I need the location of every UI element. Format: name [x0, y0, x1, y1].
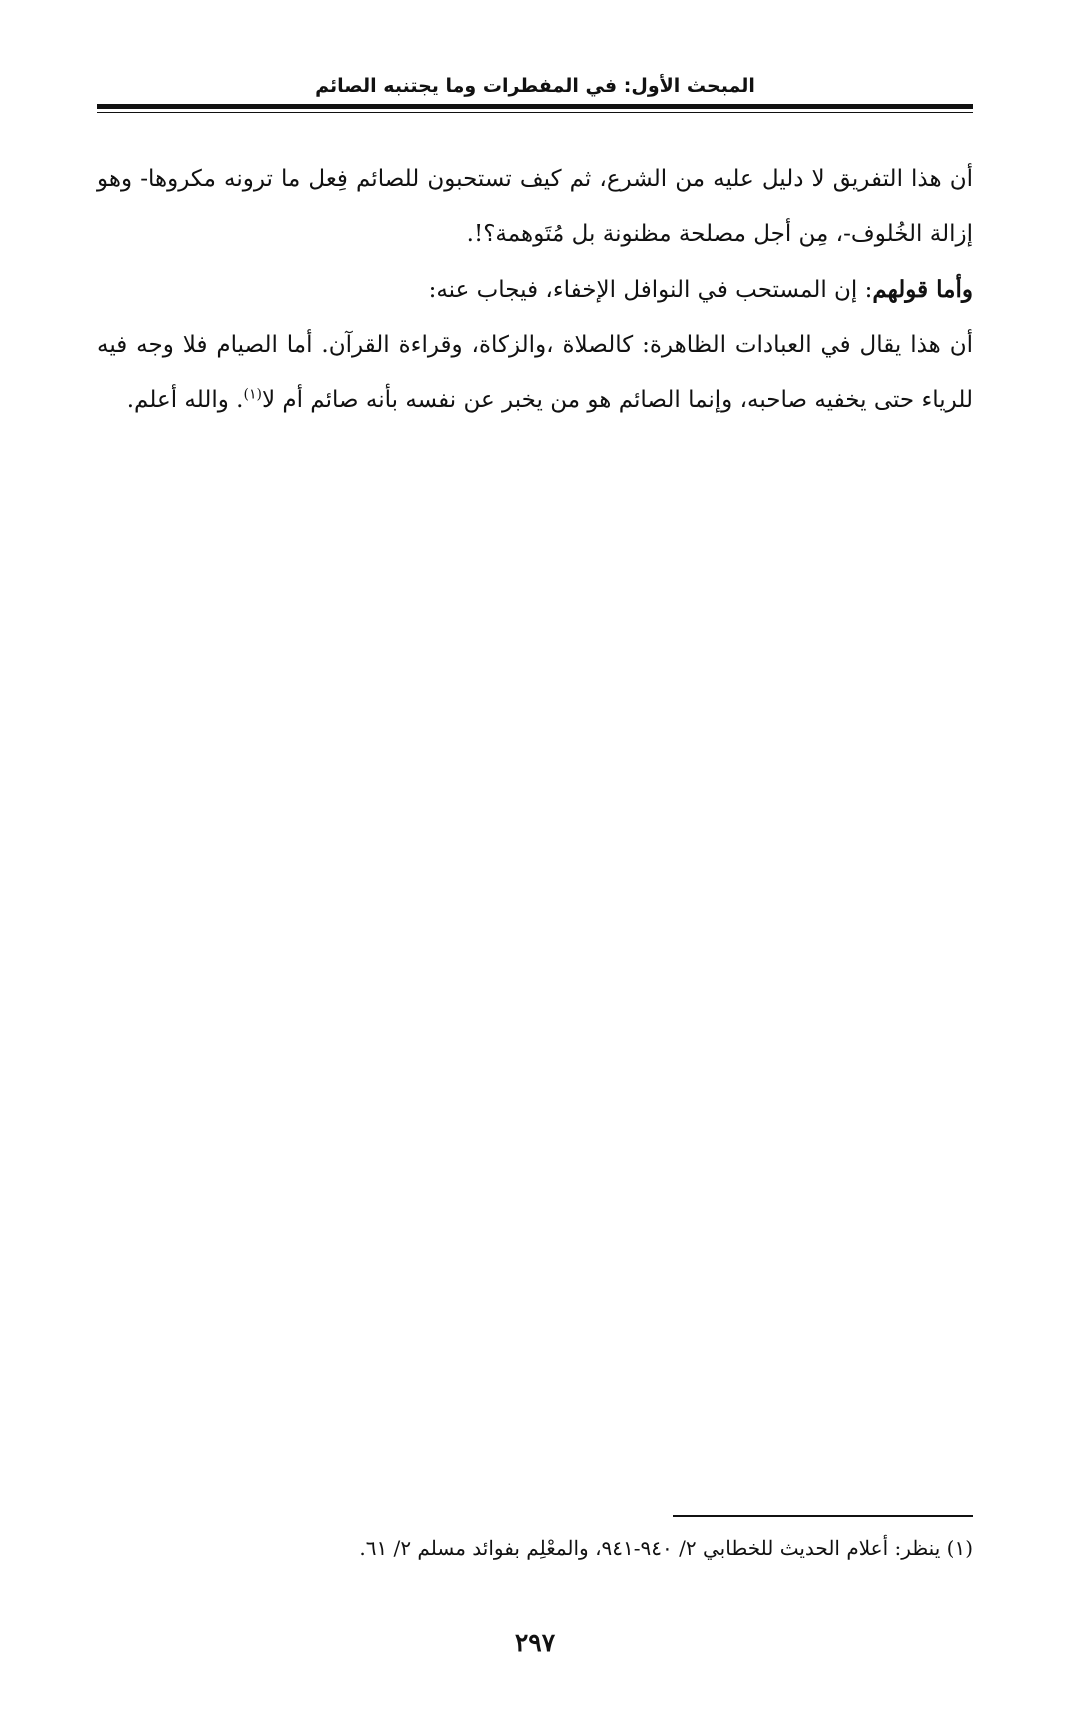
paragraph-3 — [97, 318, 973, 428]
paragraph-1: أن هذا التفريق لا دليل عليه من الشرع، ثم كيف تستحبون للصائم فِعل ما ترونه مكروها- وهو إزالة الخُلوف-، مِن أجل مصلحة مظنونة بل مُتَوهمة؟!. — [97, 166, 973, 247]
header-rule — [97, 104, 973, 109]
paragraph-2-lead: وأما قولهم — [872, 276, 973, 303]
page-number: ٢٩٧ — [514, 1628, 556, 1657]
main-text — [97, 152, 973, 428]
footnote: (١) ينظر: أعلام الحديث للخطابي ٢/ ٩٤٠-٩٤١، والمعْلِم بفوائد مسلم ٢/ ٦١. — [359, 1536, 973, 1560]
paragraph-3-text: أن هذا يقال في العبادات الظاهرة: كالصلاة ،والزكاة، وقراءة القرآن. أما الصيام فلا وجه فيه للرياء حتى يخفيه صاحبه، وإنما الصائم هو من يخبر عن نفسه بأنه صائم أم لا — [97, 332, 973, 413]
paragraph-2 — [97, 262, 973, 318]
paragraph-2-rest: : إن المستحب في النوافل الإخفاء، فيجاب عنه: — [428, 277, 873, 303]
header-rule-thin — [97, 112, 973, 113]
footnote-reference: (١) — [243, 386, 262, 403]
footnote-separator — [673, 1515, 973, 1517]
paragraph-3-end: . والله أعلم. — [126, 387, 244, 413]
running-header: المبحث الأول: في المفطرات وما يجتنبه الصائم — [315, 75, 755, 97]
